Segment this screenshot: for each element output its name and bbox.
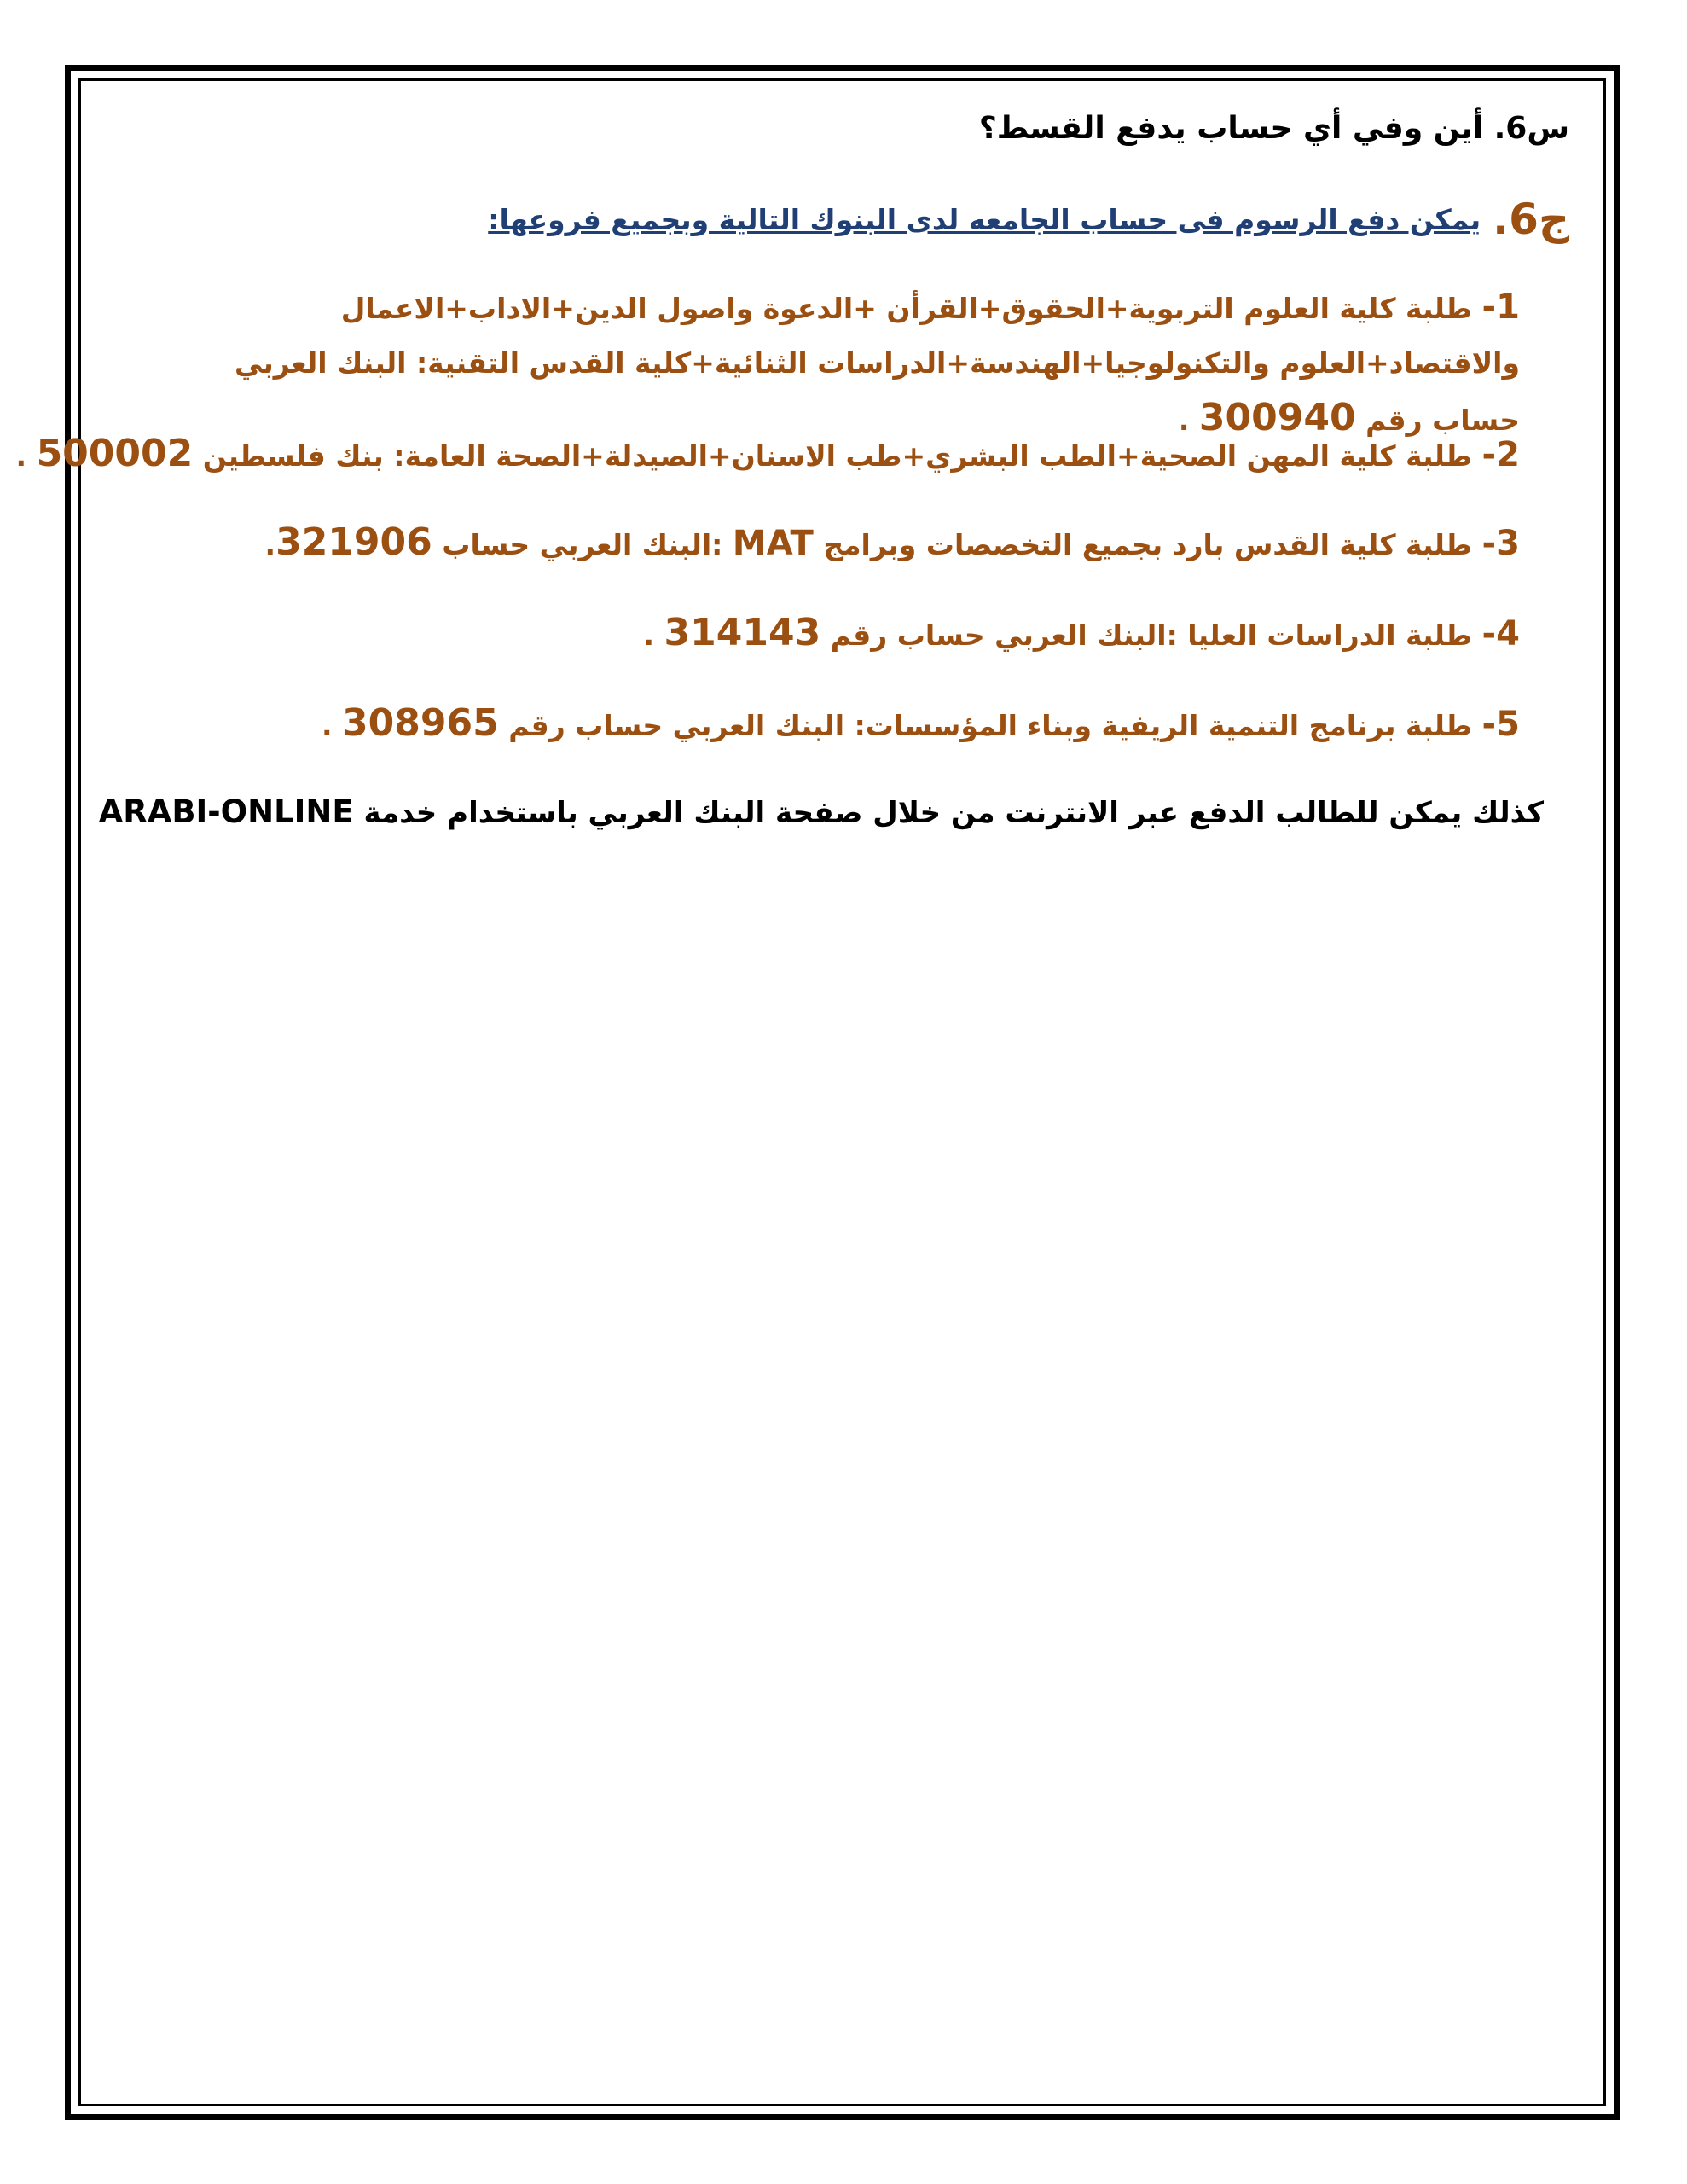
list-item-2 — [16, 427, 1520, 484]
program-name: MAT — [732, 524, 814, 563]
item-text: طلبة الدراسات العليا :البنك العربي حساب رقم — [830, 619, 1473, 652]
item-number: 1- — [1481, 288, 1520, 327]
note-text: كذلك يمكن للطالب الدفع عبر الانترنت من خلال صفحة البنك العربي باستخدام خدمة — [363, 796, 1544, 830]
answer-label: ج6. — [1493, 195, 1569, 244]
account-number: 321906 — [275, 520, 432, 564]
item-text: طلبة برنامج التنمية الريفية وبناء المؤسسات: البنك العربي حساب رقم — [508, 709, 1473, 742]
item-end: . — [15, 439, 27, 473]
account-number: 314143 — [664, 611, 821, 654]
question-heading: س6. أين وفي أي حساب يدفع القسط؟ — [978, 111, 1569, 146]
item-number: 5- — [1481, 705, 1520, 744]
list-item-4 — [643, 606, 1520, 663]
account-number: 308965 — [342, 701, 499, 745]
item-end: . — [1178, 404, 1190, 437]
item-text: طلبة كلية المهن الصحية+الطب البشري+طب الاسنان+الصيدلة+الصحة العامة: بنك فلسطين — [202, 439, 1473, 473]
list-item-5 — [322, 696, 1520, 753]
answer-text: يمكن دفع الرسوم فى حساب الجامعه لدى البنوك التالية وبجميع فروعها: — [488, 202, 1481, 236]
item-number: 3- — [1481, 524, 1520, 563]
item-number: 2- — [1481, 435, 1520, 474]
item-end: . — [264, 528, 276, 561]
item-number: 4- — [1481, 614, 1520, 653]
online-payment-note — [99, 793, 1544, 830]
answer-heading — [488, 195, 1569, 244]
item-end: . — [321, 709, 333, 742]
item-text-after: :البنك العربي حساب — [442, 528, 723, 561]
item-text: طلبة كلية القدس بارد بجميع التخصصات وبرامج — [823, 528, 1473, 561]
account-number: 500002 — [36, 432, 194, 475]
list-item-1 — [189, 280, 1520, 448]
service-name: ARABI-ONLINE — [98, 793, 354, 830]
account-number: 300940 — [1198, 396, 1356, 439]
item-text: طلبة كلية العلوم التربوية+الحقوق+القرأن +الدعوة واصول الدين+الاداب+الاعمال والاقتصاد+العلوم والتكنولوجيا+الهندسة+الدراسات الثنائية+كلية القدس التقنية: البنك العربي حساب رقم — [234, 292, 1520, 437]
list-item-3 — [265, 515, 1520, 572]
item-end: . — [643, 619, 655, 652]
